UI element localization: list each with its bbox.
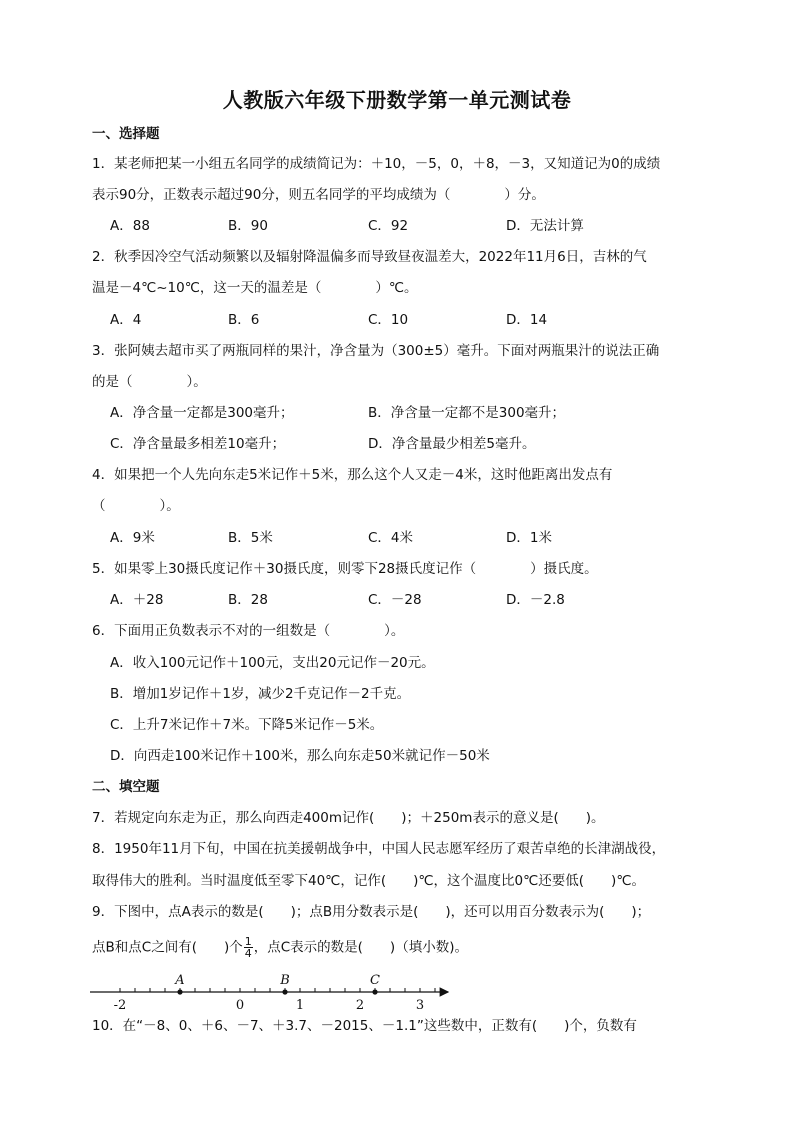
- number-line-tick-label: 0: [235, 998, 245, 1013]
- fraction-numerator: 1: [244, 935, 252, 948]
- question-9-line-2: [92, 936, 468, 959]
- question-6-line-1: 6．下面用正负数表示不对的一组数是（ ）。: [92, 623, 405, 639]
- question-3-line-2: 的是（ ）。: [92, 374, 207, 390]
- question-6-option-c: C．上升7米记作＋7米。下降5米记作－5米。: [110, 717, 384, 733]
- question-1-option-a: A．88: [110, 218, 150, 234]
- question-5-option-d: D．－2.8: [506, 592, 565, 608]
- page-title: 人教版六年级下册数学第一单元测试卷: [222, 88, 572, 112]
- question-2-option-c: C．10: [368, 312, 409, 328]
- number-line-point-label: C: [370, 973, 380, 988]
- question-2-line-2: 温是－4℃~10℃，这一天的温差是（ ）℃。: [92, 280, 418, 296]
- question-10-line-1: 10．在“－8、0、＋6、－7、＋3.7、－2015、－1.1”这些数中，正数有( )个，负数有: [92, 1018, 637, 1034]
- question-4-line-1: 4．如果把一个人先向东走5米记作＋5米，那么这个人又走－4米，这时他距离出发点有: [92, 467, 613, 483]
- question-3-option-c: C．净含量最多相差10毫升；: [110, 436, 286, 452]
- number-line-tick-label: 2: [355, 998, 365, 1013]
- section-heading-fill: 二、填空题: [92, 779, 160, 795]
- question-1-option-d: D．无法计算: [506, 218, 584, 234]
- number-line-tick-label: -2: [113, 998, 127, 1013]
- question-4-option-a: A．9米: [110, 530, 155, 546]
- number-line-tick-labels: [114, 998, 424, 1013]
- question-3-option-d: D．净含量最少相差5毫升。: [368, 436, 536, 452]
- question-8-line-2: 取得伟大的胜利。当时温度低至零下40℃，记作( )℃，这个温度比0℃还要低( )℃。: [92, 873, 645, 889]
- number-line-tick-label: 3: [415, 998, 425, 1013]
- question-3-option-b: B．净含量一定都不是300毫升；: [368, 405, 566, 421]
- question-5-option-c: C．－28: [368, 592, 422, 608]
- question-6-option-d: D．向西走100米记作＋100米，那么向东走50米就记作－50米: [110, 748, 490, 764]
- number-line-tick-label: 1: [295, 998, 305, 1013]
- number-line-point-c: [372, 989, 377, 994]
- question-2-option-d: D．14: [506, 312, 548, 328]
- question-6-option-a: A．收入100元记作＋100元，支出20元记作－20元。: [110, 655, 435, 671]
- question-2-option-b: B．6: [228, 312, 260, 328]
- question-1-line-1: 1．某老师把某一小组五名同学的成绩简记为：＋10，－5，0，＋8，－3，又知道记为0的成绩: [92, 156, 661, 172]
- question-3-option-a: A．净含量一定都是300毫升；: [110, 405, 294, 421]
- question-9-line-2-start: 点B和点C之间有( )个: [92, 939, 243, 956]
- number-line-point-a: [177, 989, 182, 994]
- question-3-line-1: 3．张阿姨去超市买了两瓶同样的果汁，净含量为（300±5）毫升。下面对两瓶果汁的说法正确: [92, 343, 660, 359]
- number-line-point-label: A: [175, 973, 185, 988]
- question-4-option-c: C．4米: [368, 530, 414, 546]
- question-2-option-a: A．4: [110, 312, 142, 328]
- question-4-option-d: D．1米: [506, 530, 552, 546]
- number-line-point-b: [282, 989, 287, 994]
- question-4-line-2: （ ）。: [92, 498, 180, 514]
- fraction-denominator: 4: [244, 947, 252, 960]
- question-5-option-b: B．28: [228, 592, 268, 608]
- question-9-line-1: 9．下图中，点A表示的数是( )；点B用分数表示是( )，还可以用百分数表示为( )；: [92, 904, 651, 920]
- question-5-line-1: 5．如果零上30摄氏度记作＋30摄氏度，则零下28摄氏度记作（ ）摄氏度。: [92, 561, 598, 577]
- question-9-line-2-end: ，点C表示的数是( )（填小数)。: [253, 939, 468, 956]
- question-8-line-1: 8．1950年11月下旬，中国在抗美援朝战争中，中国人民志愿军经历了艰苦卓绝的长津湖战役，: [92, 841, 666, 857]
- question-1-option-c: C．92: [368, 218, 409, 234]
- question-6-option-b: B．增加1岁记作＋1岁，减少2千克记作－2千克。: [110, 686, 411, 702]
- question-4-option-b: B．5米: [228, 530, 273, 546]
- number-line: [88, 966, 458, 1014]
- question-1-option-b: B．90: [228, 218, 268, 234]
- section-heading-choice: 一、选择题: [92, 126, 160, 142]
- question-7-line-1: 7．若规定向东走为正，那么向西走400m记作( )；＋250m表示的意义是( )。: [92, 810, 605, 826]
- one-quarter-fraction: [244, 936, 253, 959]
- question-2-line-1: 2．秋季因冷空气活动频繁以及辐射降温偏多而导致昼夜温差大，2022年11月6日，吉林的气: [92, 249, 647, 265]
- number-line-points: [174, 973, 380, 995]
- question-5-option-a: A．＋28: [110, 592, 164, 608]
- number-line-point-label: B: [280, 973, 290, 988]
- question-1-line-2: 表示90分，正数表示超过90分，则五名同学的平均成绩为（ ）分。: [92, 187, 545, 203]
